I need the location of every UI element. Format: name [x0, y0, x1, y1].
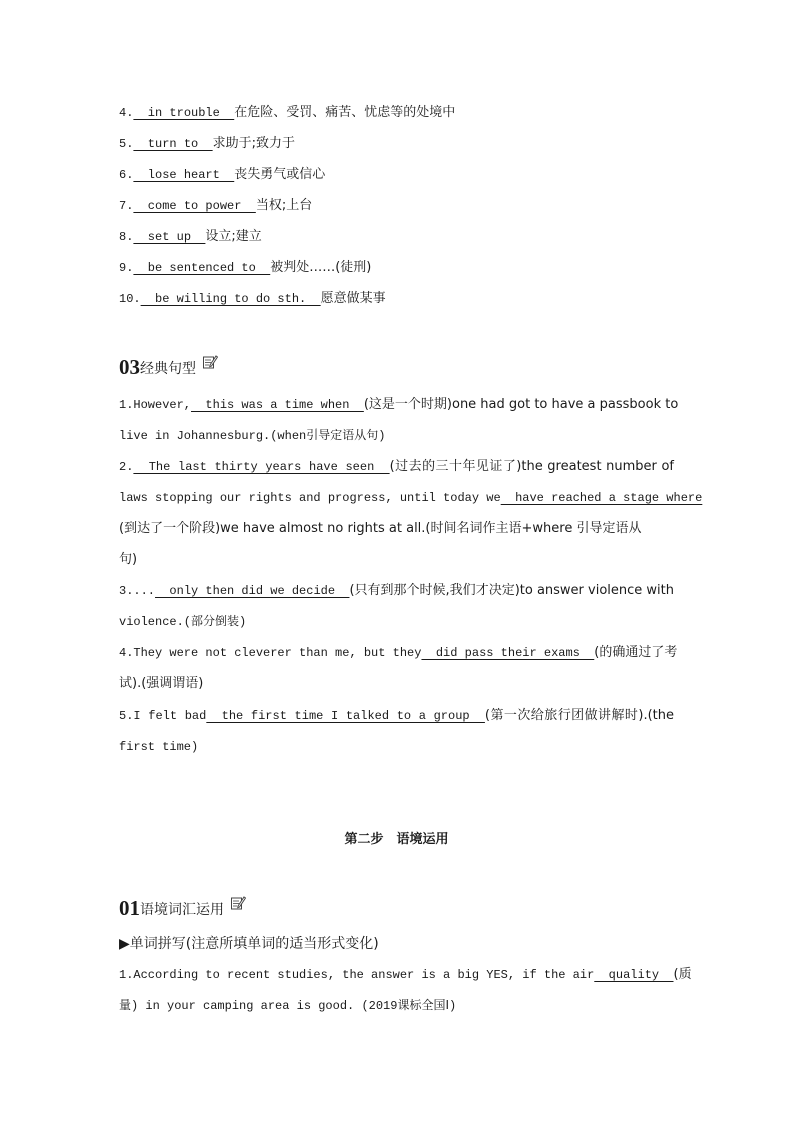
phrase-meaning: 求助于;致力于: [212, 136, 296, 151]
phrase-item: [119, 135, 295, 153]
step-title: 第二步 语境运用: [344, 832, 449, 847]
item-number: 9.: [119, 261, 134, 275]
phrase-meaning: 被判处……(徒刑): [270, 260, 372, 275]
phrase-meaning: 愿意做某事: [320, 291, 386, 306]
phrase-item: [119, 197, 312, 215]
answer-blank: only then did we decide: [155, 584, 350, 598]
phrase-item: [119, 290, 386, 308]
sentence-text: (到达了一个阶段)we have almost no rights at all.(时间名词作主语+where 引导定语从: [119, 521, 642, 536]
sentence-line: [119, 613, 246, 631]
question-line: [119, 997, 456, 1015]
phrase-meaning: 当权;上台: [255, 198, 313, 213]
sentence-text: (这是一个时期)one had got to have a passbook to: [363, 397, 679, 412]
answer-blank: in trouble: [133, 106, 235, 120]
item-number: 6.: [119, 168, 134, 182]
exercise-heading: ▶单词拼写(注意所填单词的适当形式变化): [119, 936, 379, 952]
section-title: 语境词汇运用: [140, 902, 224, 918]
sentence-text: 3....: [119, 584, 156, 598]
item-number: 4.: [119, 106, 134, 120]
sentence-text: 试).(强调谓语): [119, 676, 204, 691]
sentence-text: 1.However,: [119, 398, 192, 412]
sentence-text: (第一次给旅行团做讲解时).(the: [484, 708, 674, 723]
pencil-note-icon: [202, 354, 218, 378]
sentence-line: [119, 551, 137, 569]
sentence-line: [119, 489, 703, 507]
answer-blank: turn to: [133, 137, 213, 151]
answer-blank: be willing to do sth.: [140, 292, 321, 306]
sentence-text: (过去的三十年见证了)the greatest number of: [389, 459, 674, 474]
section-number: 01: [119, 896, 140, 920]
section-heading: [119, 354, 218, 381]
question-text: 1.According to recent studies, the answer is a big YES, if the air: [119, 968, 595, 982]
sentence-text: laws stopping our rights and progress, until today we: [119, 491, 501, 505]
question-text: 量) in your camping area is good. (2019课标全国Ⅰ): [119, 999, 457, 1013]
item-number: 10.: [119, 292, 141, 306]
sentence-text: first time): [119, 740, 199, 754]
sentence-text: (的确通过了考: [594, 645, 678, 660]
sentence-line: [119, 458, 674, 476]
sentence-text: 句): [119, 552, 138, 567]
answer-blank: quality: [594, 968, 674, 982]
answer-blank: the first time I talked to a group: [206, 709, 485, 723]
answer-blank: set up: [133, 230, 206, 244]
phrase-item: [119, 259, 371, 277]
item-number: 7.: [119, 199, 134, 213]
answer-blank: lose heart: [133, 168, 235, 182]
answer-blank: did pass their exams: [421, 646, 595, 660]
answer-blank: be sentenced to: [133, 261, 271, 275]
sentence-line: [119, 520, 641, 538]
answer-blank: have reached a stage where: [500, 491, 703, 505]
sentence-text: 2.: [119, 460, 134, 474]
sentence-line: [119, 427, 385, 445]
sentence-line: [119, 396, 679, 414]
item-number: 8.: [119, 230, 134, 244]
phrase-meaning: 设立;建立: [205, 229, 262, 244]
sentence-text: 4.They were not cleverer than me, but they: [119, 646, 422, 660]
phrase-meaning: 丧失勇气或信心: [234, 167, 326, 182]
phrase-item: [119, 166, 325, 184]
phrase-item: [119, 228, 262, 246]
sentence-text: live in Johannesburg.(when引导定语从句): [119, 429, 386, 443]
pencil-note-icon: [230, 895, 246, 919]
sentence-line: [119, 707, 674, 725]
section-heading: [119, 895, 246, 922]
sentence-line: [119, 644, 678, 662]
question-text: (质: [673, 967, 692, 982]
section-number: 03: [119, 355, 140, 379]
item-number: 5.: [119, 137, 134, 151]
phrase-meaning: 在危险、受罚、痛苦、忧虑等的处境中: [234, 105, 456, 120]
answer-blank: The last thirty years have seen: [133, 460, 390, 474]
question-line: [119, 966, 692, 984]
answer-blank: come to power: [133, 199, 256, 213]
sentence-text: violence.(部分倒装): [119, 615, 247, 629]
phrase-item: [119, 104, 455, 122]
sentence-line: [119, 675, 203, 693]
sentence-text: (只有到那个时候,我们才决定)to answer violence with: [349, 583, 675, 598]
answer-blank: this was a time when: [191, 398, 364, 412]
sentence-line: [119, 582, 674, 600]
sentence-text: 5.I felt bad: [119, 709, 207, 723]
section-title: 经典句型: [140, 361, 196, 377]
sentence-line: [119, 738, 198, 756]
